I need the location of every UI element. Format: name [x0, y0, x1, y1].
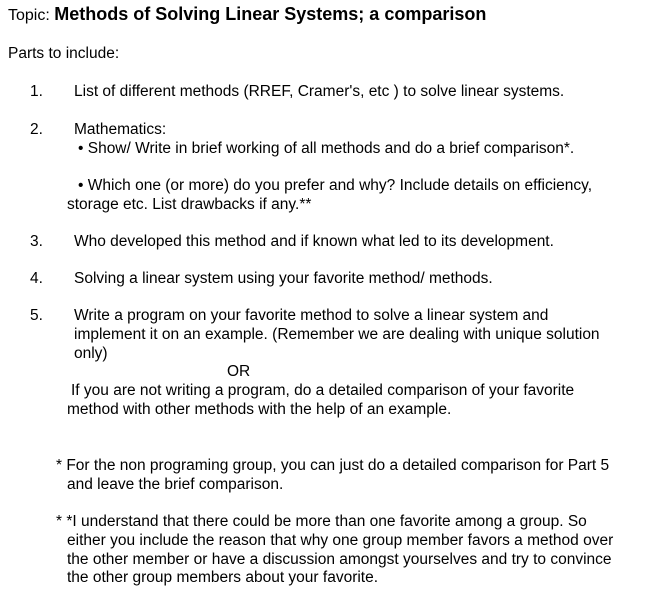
item-2-bullet-1: • Show/ Write in brief working of all methods and do a brief comparison*. — [78, 140, 575, 157]
item-4-text: Solving a linear system using your favorite method/ methods. — [74, 270, 493, 287]
item-5-line-1: Write a program on your favorite method to solve a linear system and — [74, 307, 549, 324]
item-3-number: 3. — [30, 233, 43, 250]
item-2-heading: Mathematics: — [74, 121, 167, 138]
item-1-number: 1. — [30, 83, 43, 100]
item-2-number: 2. — [30, 121, 43, 138]
footnote-1-line-2: and leave the brief comparison. — [67, 476, 284, 493]
item-5-line-3: only) — [74, 345, 108, 362]
topic-title: Methods of Solving Linear Systems; a comparison — [54, 4, 487, 24]
footnote-1-line-1: * For the non programing group, you can just do a detailed comparison for Part 5 — [56, 457, 610, 474]
item-5-line-6: method with other methods with the help of an example. — [67, 401, 452, 418]
item-5-line-2: implement it on an example. (Remember we are dealing with unique solution — [74, 326, 600, 343]
parts-heading: Parts to include: — [8, 45, 120, 62]
item-3-text: Who developed this method and if known what led to its development. — [74, 233, 554, 250]
item-5-line-5: If you are not writing a program, do a detailed comparison of your favorite — [71, 382, 575, 399]
item-5-or: OR — [227, 363, 251, 380]
item-1-text: List of different methods (RREF, Cramer's, etc ) to solve linear systems. — [74, 83, 565, 100]
item-2-bullet-2-cont: storage etc. List drawbacks if any.** — [67, 196, 312, 213]
footnote-2-line-2: either you include the reason that why one group member favors a method over — [67, 532, 614, 549]
topic-heading — [8, 5, 486, 25]
item-5-number: 5. — [30, 307, 43, 324]
topic-label: Topic: — [8, 7, 55, 24]
item-2-bullet-2: • Which one (or more) do you prefer and why? Include details on efficiency, — [78, 177, 593, 194]
footnote-2-line-4: the other group members about your favorite. — [67, 569, 379, 586]
item-4-number: 4. — [30, 270, 43, 287]
footnote-2-line-1: * *I understand that there could be more than one favorite among a group. So — [56, 513, 587, 530]
footnote-2-line-3: the other member or have a discussion amongst yourselves and try to convince — [67, 551, 612, 568]
